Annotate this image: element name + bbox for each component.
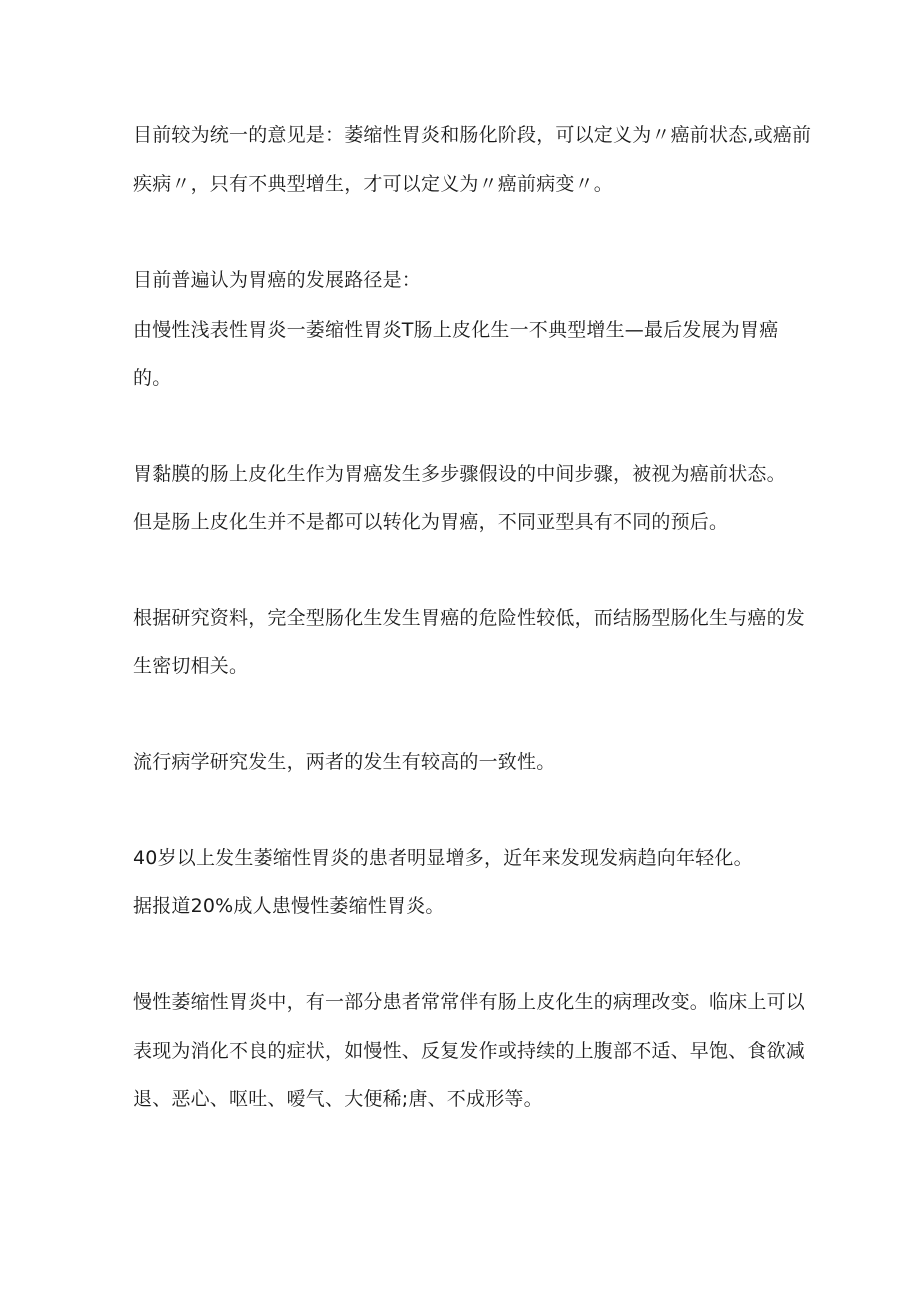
- paragraph-7-line-2: 表现为消化不良的症状，如慢性、反复发作或持续的上腹部不适、早饱、食欲减: [133, 1040, 806, 1062]
- paragraph-3-line-1: 胃黏膜的肠上皮化生作为胃癌发生多步骤假设的中间步骤，被视为癌前状态。: [133, 463, 786, 485]
- paragraph-2-line-2: 由慢性浅表性胃炎一萎缩性胃炎T肠上皮化生一不典型增生—最后发展为胃癌: [133, 319, 779, 341]
- paragraph-6-line-2: 据报道20%成人患慢性萎缩性胃炎。: [133, 895, 445, 917]
- paragraph-3-line-2: 但是肠上皮化生并不是都可以转化为胃癌，不同亚型具有不同的预后。: [133, 511, 729, 533]
- paragraph-7-line-1: 慢性萎缩性胃炎中，有一部分患者常常伴有肠上皮化生的病理改变。临床上可以: [133, 991, 806, 1013]
- paragraph-1-line-2: 疾病〃，只有不典型增生，才可以定义为〃癌前病变〃。: [133, 173, 614, 195]
- paragraph-4-line-1: 根据研究资料，完全型肠化生发生胃癌的危险性较低，而结肠型肠化生与癌的发: [133, 607, 806, 629]
- paragraph-6-line-1: 40岁以上发生萎缩性胃炎的患者明显增多，近年来发现发病趋向年轻化。: [133, 847, 753, 869]
- paragraph-1-line-1: 目前较为统一的意见是：萎缩性胃炎和肠化阶段，可以定义为〃癌前状态,或癌前: [133, 124, 812, 146]
- paragraph-4-line-2: 生密切相关。: [133, 655, 249, 677]
- paragraph-7-line-3: 退、恶心、呕吐、嗳气、大便稀;唐、不成形等。: [133, 1088, 543, 1110]
- paragraph-2-line-3: 的。: [133, 367, 172, 389]
- paragraph-2-line-1: 目前普遍认为胃癌的发展路径是：: [133, 269, 422, 291]
- paragraph-5-line-1: 流行病学研究发生，两者的发生有较高的一致性。: [133, 751, 556, 773]
